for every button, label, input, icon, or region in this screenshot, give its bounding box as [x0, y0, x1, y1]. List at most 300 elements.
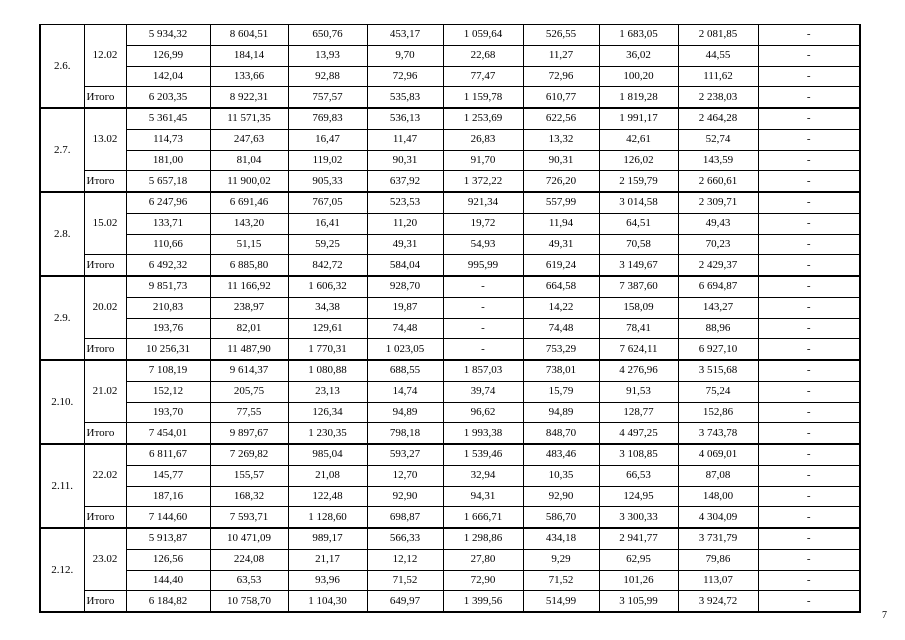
table-cell: 49,31	[523, 234, 599, 255]
table-cell: 15,79	[523, 381, 599, 402]
table-body	[40, 25, 860, 613]
total-cell: 3 149,67	[599, 255, 678, 276]
table-row	[40, 297, 860, 318]
table-cell: 3 515,68	[678, 360, 758, 381]
table-cell: -	[758, 444, 860, 465]
table-cell: 128,77	[599, 402, 678, 423]
table-row	[40, 45, 860, 66]
data-table	[39, 24, 861, 613]
total-cell: 1 819,28	[599, 87, 678, 108]
table-cell: 78,41	[599, 318, 678, 339]
table-cell: 72,96	[523, 66, 599, 87]
table-cell: 155,57	[210, 465, 288, 486]
table-cell: 22,68	[443, 45, 523, 66]
page-number: 7	[882, 610, 887, 621]
total-cell: 610,77	[523, 87, 599, 108]
table-cell: 49,43	[678, 213, 758, 234]
table-cell: -	[758, 360, 860, 381]
table-cell: 71,52	[523, 570, 599, 591]
table-cell: 1 080,88	[288, 360, 367, 381]
total-cell: 842,72	[288, 255, 367, 276]
total-cell: -	[758, 507, 860, 528]
total-cell: 514,99	[523, 591, 599, 612]
total-cell: 6 885,80	[210, 255, 288, 276]
table-row	[40, 381, 860, 402]
total-cell: 3 924,72	[678, 591, 758, 612]
table-cell: 247,63	[210, 129, 288, 150]
table-cell: 94,89	[523, 402, 599, 423]
section-number: 2.9.	[40, 276, 84, 360]
total-cell: 6 184,82	[126, 591, 210, 612]
total-cell: 757,57	[288, 87, 367, 108]
table-cell: -	[758, 192, 860, 213]
table-cell: 114,73	[126, 129, 210, 150]
table-cell: 72,96	[367, 66, 443, 87]
table-cell: 210,83	[126, 297, 210, 318]
table-cell: 12,70	[367, 465, 443, 486]
table-cell: 70,23	[678, 234, 758, 255]
table-cell: 557,99	[523, 192, 599, 213]
table-cell: 26,83	[443, 129, 523, 150]
table-cell: 769,83	[288, 108, 367, 129]
table-cell: 119,02	[288, 150, 367, 171]
total-cell: 6 203,35	[126, 87, 210, 108]
table-cell: 3 108,85	[599, 444, 678, 465]
total-cell: 698,87	[367, 507, 443, 528]
total-cell: -	[758, 591, 860, 612]
table-cell: 51,15	[210, 234, 288, 255]
total-cell: 586,70	[523, 507, 599, 528]
total-cell: 584,04	[367, 255, 443, 276]
total-row	[40, 507, 860, 528]
table-cell: 483,46	[523, 444, 599, 465]
table-cell: 148,00	[678, 486, 758, 507]
table-cell: 74,48	[367, 318, 443, 339]
section-number: 2.12.	[40, 528, 84, 612]
table-cell: 63,53	[210, 570, 288, 591]
table-cell: 111,62	[678, 66, 758, 87]
table-cell: -	[443, 276, 523, 297]
table-cell: 124,95	[599, 486, 678, 507]
table-cell: 11 571,35	[210, 108, 288, 129]
table-cell: -	[443, 318, 523, 339]
table-cell: 622,56	[523, 108, 599, 129]
table-cell: 142,04	[126, 66, 210, 87]
table-cell: -	[443, 297, 523, 318]
table-row	[40, 213, 860, 234]
section-date: 21.02	[84, 360, 126, 423]
table-cell: 91,70	[443, 150, 523, 171]
total-cell: 535,83	[367, 87, 443, 108]
table-cell: 14,74	[367, 381, 443, 402]
table-cell: 39,74	[443, 381, 523, 402]
table-cell: 79,86	[678, 549, 758, 570]
total-cell: -	[758, 171, 860, 192]
table-cell: 6 247,96	[126, 192, 210, 213]
table-cell: -	[758, 486, 860, 507]
total-cell: 6 492,32	[126, 255, 210, 276]
table-cell: 27,80	[443, 549, 523, 570]
table-cell: 143,20	[210, 213, 288, 234]
total-cell: 637,92	[367, 171, 443, 192]
total-cell: 1 770,31	[288, 339, 367, 360]
table-cell: 688,55	[367, 360, 443, 381]
total-cell: 2 660,61	[678, 171, 758, 192]
table-cell: 8 604,51	[210, 25, 288, 46]
table-cell: 77,55	[210, 402, 288, 423]
table-cell: 16,41	[288, 213, 367, 234]
total-cell: 1 666,71	[443, 507, 523, 528]
total-cell: 10 758,70	[210, 591, 288, 612]
section-date: 15.02	[84, 192, 126, 255]
table-row	[40, 570, 860, 591]
table-cell: 59,25	[288, 234, 367, 255]
total-cell: 798,18	[367, 423, 443, 444]
table-cell: 10,35	[523, 465, 599, 486]
table-cell: 143,27	[678, 297, 758, 318]
table-cell: 94,89	[367, 402, 443, 423]
table-cell: 1 539,46	[443, 444, 523, 465]
total-cell: 7 593,71	[210, 507, 288, 528]
table-cell: 193,70	[126, 402, 210, 423]
table-cell: 126,34	[288, 402, 367, 423]
total-cell: 11 487,90	[210, 339, 288, 360]
table-cell: 6 691,46	[210, 192, 288, 213]
table-cell: 75,24	[678, 381, 758, 402]
table-cell: 205,75	[210, 381, 288, 402]
table-cell: 21,17	[288, 549, 367, 570]
table-cell: 2 941,77	[599, 528, 678, 549]
total-cell: 905,33	[288, 171, 367, 192]
table-cell: -	[758, 108, 860, 129]
table-cell: 593,27	[367, 444, 443, 465]
table-cell: 767,05	[288, 192, 367, 213]
section-date: 13.02	[84, 108, 126, 171]
total-cell: 7 144,60	[126, 507, 210, 528]
table-cell: 13,93	[288, 45, 367, 66]
table-cell: 453,17	[367, 25, 443, 46]
table-cell: 187,16	[126, 486, 210, 507]
total-cell: 619,24	[523, 255, 599, 276]
table-cell: 71,52	[367, 570, 443, 591]
total-cell: -	[758, 255, 860, 276]
table-cell: 238,97	[210, 297, 288, 318]
table-cell: 11,20	[367, 213, 443, 234]
section-date: 22.02	[84, 444, 126, 507]
table-cell: 44,55	[678, 45, 758, 66]
table-cell: -	[758, 402, 860, 423]
total-cell: 7 454,01	[126, 423, 210, 444]
total-cell: 1 159,78	[443, 87, 523, 108]
total-cell: 753,29	[523, 339, 599, 360]
total-row	[40, 591, 860, 612]
table-cell: 985,04	[288, 444, 367, 465]
table-cell: 126,99	[126, 45, 210, 66]
total-cell: 3 743,78	[678, 423, 758, 444]
total-cell: 2 238,03	[678, 87, 758, 108]
table-cell: -	[758, 150, 860, 171]
table-cell: 5 913,87	[126, 528, 210, 549]
table-cell: 143,59	[678, 150, 758, 171]
total-cell: 5 657,18	[126, 171, 210, 192]
table-cell: 11,27	[523, 45, 599, 66]
total-cell: 11 900,02	[210, 171, 288, 192]
table-cell: -	[758, 465, 860, 486]
table-cell: 152,12	[126, 381, 210, 402]
table-row	[40, 465, 860, 486]
table-cell: -	[758, 570, 860, 591]
table-cell: 49,31	[367, 234, 443, 255]
table-cell: 74,48	[523, 318, 599, 339]
table-cell: 4 276,96	[599, 360, 678, 381]
table-cell: -	[758, 66, 860, 87]
table-cell: 81,04	[210, 150, 288, 171]
total-cell: 7 624,11	[599, 339, 678, 360]
table-cell: 10 471,09	[210, 528, 288, 549]
table-cell: 110,66	[126, 234, 210, 255]
section-date: 12.02	[84, 25, 126, 87]
total-label: Итого	[84, 255, 126, 276]
table-cell: 184,14	[210, 45, 288, 66]
table-cell: 94,31	[443, 486, 523, 507]
table-cell: -	[758, 297, 860, 318]
total-cell: 4 497,25	[599, 423, 678, 444]
table-cell: 129,61	[288, 318, 367, 339]
total-cell: 3 300,33	[599, 507, 678, 528]
table-cell: 5 934,32	[126, 25, 210, 46]
table-cell: 93,96	[288, 570, 367, 591]
table-cell: 16,47	[288, 129, 367, 150]
table-cell: 100,20	[599, 66, 678, 87]
table-cell: 928,70	[367, 276, 443, 297]
total-cell: 1 399,56	[443, 591, 523, 612]
table-cell: -	[758, 213, 860, 234]
table-cell: 21,08	[288, 465, 367, 486]
table-cell: 126,02	[599, 150, 678, 171]
table-cell: 90,31	[367, 150, 443, 171]
total-cell: -	[443, 339, 523, 360]
total-cell: 1 023,05	[367, 339, 443, 360]
table-row	[40, 276, 860, 297]
table-cell: 77,47	[443, 66, 523, 87]
table-cell: -	[758, 381, 860, 402]
table-cell: 536,13	[367, 108, 443, 129]
table-cell: -	[758, 25, 860, 46]
total-cell: 3 105,99	[599, 591, 678, 612]
table-cell: 12,12	[367, 549, 443, 570]
table-row	[40, 25, 860, 46]
total-label: Итого	[84, 171, 126, 192]
table-cell: 1 606,32	[288, 276, 367, 297]
section-date: 23.02	[84, 528, 126, 591]
total-cell: 10 256,31	[126, 339, 210, 360]
total-label: Итого	[84, 507, 126, 528]
table-cell: 9 851,73	[126, 276, 210, 297]
total-cell: 995,99	[443, 255, 523, 276]
total-cell: -	[758, 423, 860, 444]
table-cell: 42,61	[599, 129, 678, 150]
table-cell: 738,01	[523, 360, 599, 381]
total-cell: 1 104,30	[288, 591, 367, 612]
table-cell: 62,95	[599, 549, 678, 570]
table-cell: 19,87	[367, 297, 443, 318]
table-cell: 6 694,87	[678, 276, 758, 297]
table-cell: 145,77	[126, 465, 210, 486]
total-row	[40, 87, 860, 108]
table-cell: 64,51	[599, 213, 678, 234]
table-cell: 92,90	[367, 486, 443, 507]
table-cell: 23,13	[288, 381, 367, 402]
total-row	[40, 423, 860, 444]
table-cell: -	[758, 234, 860, 255]
table-cell: 7 108,19	[126, 360, 210, 381]
section-date: 20.02	[84, 276, 126, 339]
table-cell: 32,94	[443, 465, 523, 486]
table-cell: 1 253,69	[443, 108, 523, 129]
table-cell: 526,55	[523, 25, 599, 46]
total-cell: -	[758, 87, 860, 108]
table-cell: 650,76	[288, 25, 367, 46]
total-cell: 1 993,38	[443, 423, 523, 444]
table-cell: 2 464,28	[678, 108, 758, 129]
table-cell: 72,90	[443, 570, 523, 591]
total-cell: 2 429,37	[678, 255, 758, 276]
total-row	[40, 339, 860, 360]
table-cell: 193,76	[126, 318, 210, 339]
table-cell: 92,90	[523, 486, 599, 507]
table-cell: 2 309,71	[678, 192, 758, 213]
table-cell: 7 387,60	[599, 276, 678, 297]
table-cell: 989,17	[288, 528, 367, 549]
table-cell: 54,93	[443, 234, 523, 255]
table-row	[40, 360, 860, 381]
table-cell: 1 298,86	[443, 528, 523, 549]
table-cell: 92,88	[288, 66, 367, 87]
table-cell: 5 361,45	[126, 108, 210, 129]
table-cell: 523,53	[367, 192, 443, 213]
total-cell: -	[758, 339, 860, 360]
table-cell: 34,38	[288, 297, 367, 318]
table-cell: 664,58	[523, 276, 599, 297]
table-row	[40, 129, 860, 150]
table-cell: 113,07	[678, 570, 758, 591]
total-label: Итого	[84, 423, 126, 444]
total-row	[40, 255, 860, 276]
section-number: 2.6.	[40, 25, 84, 109]
total-cell: 848,70	[523, 423, 599, 444]
total-label: Итого	[84, 591, 126, 612]
section-number: 2.8.	[40, 192, 84, 276]
total-cell: 1 128,60	[288, 507, 367, 528]
table-cell: -	[758, 549, 860, 570]
table-cell: 434,18	[523, 528, 599, 549]
table-cell: 6 811,67	[126, 444, 210, 465]
table-cell: 11,94	[523, 213, 599, 234]
table-cell: 82,01	[210, 318, 288, 339]
table-cell: 9,29	[523, 549, 599, 570]
total-label: Итого	[84, 339, 126, 360]
table-row	[40, 486, 860, 507]
table-cell: 1 991,17	[599, 108, 678, 129]
table-cell: 11 166,92	[210, 276, 288, 297]
table-cell: 87,08	[678, 465, 758, 486]
table-cell: 13,32	[523, 129, 599, 150]
table-cell: 133,71	[126, 213, 210, 234]
table-cell: 7 269,82	[210, 444, 288, 465]
table-cell: 3 014,58	[599, 192, 678, 213]
table-cell: 168,32	[210, 486, 288, 507]
table-cell: 224,08	[210, 549, 288, 570]
table-cell: 36,02	[599, 45, 678, 66]
table-row	[40, 318, 860, 339]
table-cell: 90,31	[523, 150, 599, 171]
table-cell: 921,34	[443, 192, 523, 213]
table-cell: 126,56	[126, 549, 210, 570]
total-cell: 6 927,10	[678, 339, 758, 360]
section-number: 2.7.	[40, 108, 84, 192]
table-cell: 2 081,85	[678, 25, 758, 46]
total-cell: 649,97	[367, 591, 443, 612]
table-cell: 19,72	[443, 213, 523, 234]
table-cell: 9,70	[367, 45, 443, 66]
table-cell: 14,22	[523, 297, 599, 318]
table-cell: 158,09	[599, 297, 678, 318]
section-number: 2.10.	[40, 360, 84, 444]
table-row	[40, 66, 860, 87]
table-cell: 4 069,01	[678, 444, 758, 465]
table-cell: 144,40	[126, 570, 210, 591]
total-cell: 726,20	[523, 171, 599, 192]
table-row	[40, 192, 860, 213]
table-cell: 122,48	[288, 486, 367, 507]
table-row	[40, 150, 860, 171]
table-cell: 1 059,64	[443, 25, 523, 46]
table-row	[40, 108, 860, 129]
total-cell: 1 372,22	[443, 171, 523, 192]
table-cell: 70,58	[599, 234, 678, 255]
table-cell: 101,26	[599, 570, 678, 591]
total-cell: 2 159,79	[599, 171, 678, 192]
table-cell: 88,96	[678, 318, 758, 339]
table-cell: 152,86	[678, 402, 758, 423]
table-cell: -	[758, 528, 860, 549]
total-cell: 9 897,67	[210, 423, 288, 444]
table-cell: 566,33	[367, 528, 443, 549]
table-cell: -	[758, 45, 860, 66]
table-cell: 3 731,79	[678, 528, 758, 549]
table-row	[40, 402, 860, 423]
total-label: Итого	[84, 87, 126, 108]
total-cell: 8 922,31	[210, 87, 288, 108]
table-cell: 11,47	[367, 129, 443, 150]
total-cell: 1 230,35	[288, 423, 367, 444]
table-cell: 91,53	[599, 381, 678, 402]
table-row	[40, 549, 860, 570]
table-cell: 52,74	[678, 129, 758, 150]
table-cell: 1 857,03	[443, 360, 523, 381]
table-cell: 96,62	[443, 402, 523, 423]
table-cell: 66,53	[599, 465, 678, 486]
table-cell: -	[758, 318, 860, 339]
table-row	[40, 234, 860, 255]
section-number: 2.11.	[40, 444, 84, 528]
table-cell: 133,66	[210, 66, 288, 87]
table-cell: -	[758, 276, 860, 297]
table-cell: 181,00	[126, 150, 210, 171]
total-row	[40, 171, 860, 192]
table-row	[40, 528, 860, 549]
table-cell: 9 614,37	[210, 360, 288, 381]
